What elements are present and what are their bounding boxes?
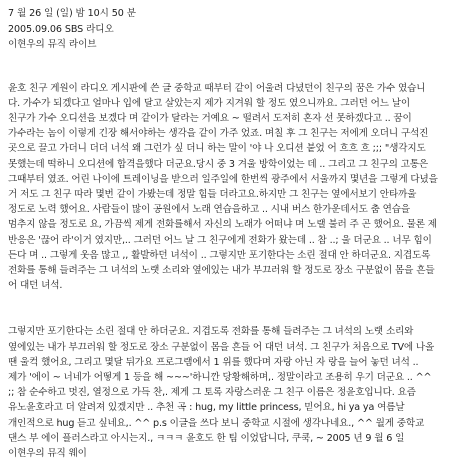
program-line: 2005.09.06 SBS 라디오 — [8, 23, 114, 35]
title-line: 이현우의 뮤직 라이브 — [8, 39, 97, 50]
paragraph-2: 그렇지만 포기한다는 소린 절대 안 하더군요. 지겹도록 전화를 통해 들려주는 그 녀석의 노랫 소리와 옆에있는 내가 부끄러워 할 정도로 장소 구분없이 몸을 흔들 어 대던 녀석. 그 친구가 처음으로 TV에 나올 땐 울컥 했어요, 그리고 몇달 뒤가요 프로그램에서 1 위를 했다며 자랑 아닌 자 랑을 늘어 놓던 녀석 .. 제가 '에이 ~ 너네가 어떻게 1 등을 해 ~~~'하니깐 당황해하며,. 정말이라고 조용히 우기 더군요 .. ^^ ;; 참 순수하고 멋진, 열정으로 가득 찬,. 제게 그 토록 자랑스러운 그 친구 이름은 정윤호입니다. 요즘 유노윤호라고 더 알려져 있겠지만 .. 추천 곡 : hug, my little princess, 믿어요, hi ya ya 여름날 개인적으로 hug 듣고 싶네요,. ^^ p.s 이글을 쓰다 보니 중학교 시절에 생각나네요., ^^ 월게 중학교 댄스 부 에이 플러스라고 아시는지., ㅋㅋㅋ 윤호도 한 팀 이었답니다, 쿠쿡, ~ 2005 년 9 월 6 일 이현우의 뮤직 웨이 — [8, 326, 435, 459]
blank-gap — [8, 53, 438, 81]
paragraph-1: 윤호 친구 게원이 라디오 게시판에 쓴 글 중학교 때부터 같이 어울려 다녔던이 친구의 꿈은 가수 였습니 다. 가수가 되겠다고 얼마나 입에 달고 살았는지 제가 지겨워 할 정도 였으니까요. 그러던 어느 날이 친구가 가수 오디션을 보겠다 며 같이가 달라는 거예요 ~ 떨려서 도저히 혼자 선 못하겠다고 .. 꿈이 가수라는 놈이 이렇게 긴장 해서야하는 생각을 같이 가주 었죠. 며칠 후 그 친구는 저에게 오더니 구석진 곳으로 끌고 가더니 더더 너석 왜 그런가 싶 더니 하는 말이 '야 나 오디션 붙었 어 흐흐 흐 ;;; "생각지도 못했는데 떡하니 오디션에 합격을했다 더군요.당시 중 3 겨울 방학이었는 데 .. 그리고 그 친구의 고통은 그때부터 였죠. 어린 나이에 트레이닝을 받으러 일주일에 한번씩 광주에서 서울까지 몇년을 그렇게 다녔을 거 저도 그 친구 따라 몇번 같이 가봤는데 정말 힘들 더라고요.하지만 그 친구는 옆에서보기 안타까울 정도로 노력 했어요. 사람들이 많이 공원에서 노래 연습을하고 .. 시내 버스 한가운데서도 춤 연습을 멈추지 않을 정도로 요, 가끔씩 제게 전화를해서 자신의 노래가 어떠냐 며 노랠 불러 주 곤 했어요. 물론 제 반응은 '끊어 라'이거 였지만,.. 그러던 어느 날 그 친구에게 전화가 왔는데 .. 참 ..; 울 더군요 .. 너무 힘이 든다 며 .. 그렇게 웃음 많고 ,, 활발하던 녀석이 .. 그렇지만 포기한다는 소린 절대 안 하더군요. 지겹도록 전화를 통해 들려주는 그 녀석의 노랫 소리와 옆에있는 내가 부끄러워 할 정도로 장소 구분없이 몸을 흔들 어 대던 녀석. — [8, 82, 438, 292]
blank-gap — [8, 293, 438, 324]
date-line: 7 월 26 일 (일) 밤 10시 50 분 — [8, 8, 136, 19]
